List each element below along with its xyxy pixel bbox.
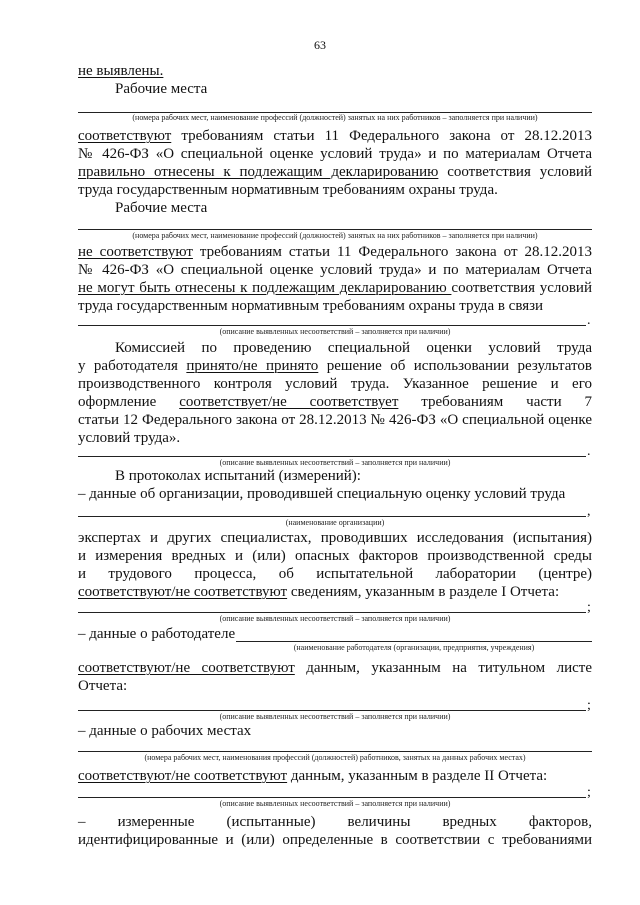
text-fragment: решение об использовании результатов [318,358,592,374]
text-line: № 426-ФЗ «О специальной оценке условий труда» и по материалам Отчета [78,262,592,278]
line-punctuation: . [587,444,591,459]
text-line: и трудового процесса, об испытательной лаборатории (центре) [78,566,592,582]
field-caption: (номера рабочих мест, наименование профессий (должностей) занятых на них работников – заполняется при наличии) [132,113,538,122]
text-line [78,583,592,601]
text-line: условий труда». [78,430,181,446]
fill-line [78,516,586,517]
fill-line [78,710,586,711]
text-line [78,243,592,261]
text-line: – данные об организации, проводившей специальную оценку условий труда [78,486,566,502]
fill-line [78,612,586,613]
fill-line [78,456,586,457]
field-caption: (описание выявленных несоответствий – заполняется при наличии) [219,712,451,721]
underlined-term: соответствует/не соответствует [179,394,399,410]
text-line: и измерения вредных и (или) опасных факторов производственной среды [78,548,592,564]
line-punctuation: , [587,504,591,519]
text-fragment: соответствия условий [438,164,592,180]
text-fragment: оформление [78,394,180,410]
field-caption: (наименование работодателя (организации, предприятия, учреждения) [293,643,535,652]
line-punctuation: ; [587,698,591,713]
text-line: – данные о рабочих местах [78,723,252,739]
line-punctuation: ; [587,785,591,800]
fill-line [236,641,592,642]
underlined-term: соответствуют [78,128,172,144]
underlined-term: соответствуют/не соответствуют [78,768,288,784]
field-caption: (номера рабочих мест, наименование профессий (должностей) занятых на них работников – заполняется при наличии) [132,231,538,240]
text-line: № 426-ФЗ «О специальной оценке условий труда» и по материалам Отчета [78,146,592,162]
line-punctuation: ; [587,600,591,615]
text-fragment: сведениям, указанным в разделе I Отчета: [287,584,560,600]
text-line: не выявлены. [78,63,164,79]
text-line [78,767,592,785]
field-caption: (описание выявленных несоответствий – заполняется при наличии) [219,614,451,623]
underlined-term: не могут быть отнесены к подлежащим декларированию [78,280,452,296]
field-caption: (наименование организации) [285,518,385,527]
underlined-term: принято/не принято [186,358,319,374]
text-line: труда государственным нормативным требованиям охраны труда в связи [78,298,544,314]
text-line: труда государственным нормативным требованиям охраны труда. [78,182,498,198]
fill-line [78,797,586,798]
text-fragment: у работодателя [78,358,187,374]
text-line [78,357,592,375]
field-caption: (описание выявленных несоответствий – заполняется при наличии) [219,799,451,808]
text-fragment: требованиям статьи 11 Федерального закона от 28.12.2013 [192,244,592,260]
underlined-term: соответствуют/не соответствуют [78,660,295,676]
text-fragment: данным, указанным на титульном листе [294,660,592,676]
text-fragment: требованиям статьи 11 Федерального закона от 28.12.2013 [171,128,592,144]
text-fragment: соответствия условий [451,280,592,296]
text-line [78,163,592,181]
text-line: производственного контроля условий труда. Указанное решение и его [78,376,592,392]
underlined-term: правильно отнесены к подлежащим декларированию [78,164,439,180]
fill-line [78,229,592,230]
text-line [78,279,592,297]
underlined-term: не соответствуют [78,244,193,260]
fill-line [78,325,586,326]
field-caption: (описание выявленных несоответствий – заполняется при наличии) [219,327,451,336]
text-fragment: требованиям части 7 [398,394,593,410]
workplaces-label: Рабочие места [115,81,208,97]
text-line [78,127,592,145]
field-caption: (номера рабочих мест, наименования профессий (должностей) работников, занятых на данных рабочих местах) [144,753,526,762]
text-fragment: данным, указанным в разделе II Отчета: [287,768,548,784]
workplaces-label: Рабочие места [115,200,208,216]
text-line: идентифицированные и (или) определенные в соответствии с требованиями [78,832,592,848]
text-line: Отчета: [78,678,128,694]
text-line: – данные о работодателе [78,626,236,642]
text-line: статьи 12 Федерального закона от 28.12.2013 № 426-ФЗ «О специальной оценке [78,412,592,428]
text-line: Комиссией по проведению специальной оценки условий труда [115,340,592,356]
field-caption: (описание выявленных несоответствий – заполняется при наличии) [219,458,451,467]
underlined-term: соответствуют/не соответствуют [78,584,288,600]
text-line: В протоколах испытаний (измерений): [115,468,361,484]
page-number: 63 [314,38,326,52]
text-line [78,659,592,677]
text-line: – измеренные (испытанные) величины вредных факторов, [78,814,592,830]
text-line: экспертах и других специалистах, проводивших исследования (испытания) [78,530,592,546]
text-line [78,393,592,411]
line-punctuation: . [587,313,591,328]
fill-line [78,751,592,752]
